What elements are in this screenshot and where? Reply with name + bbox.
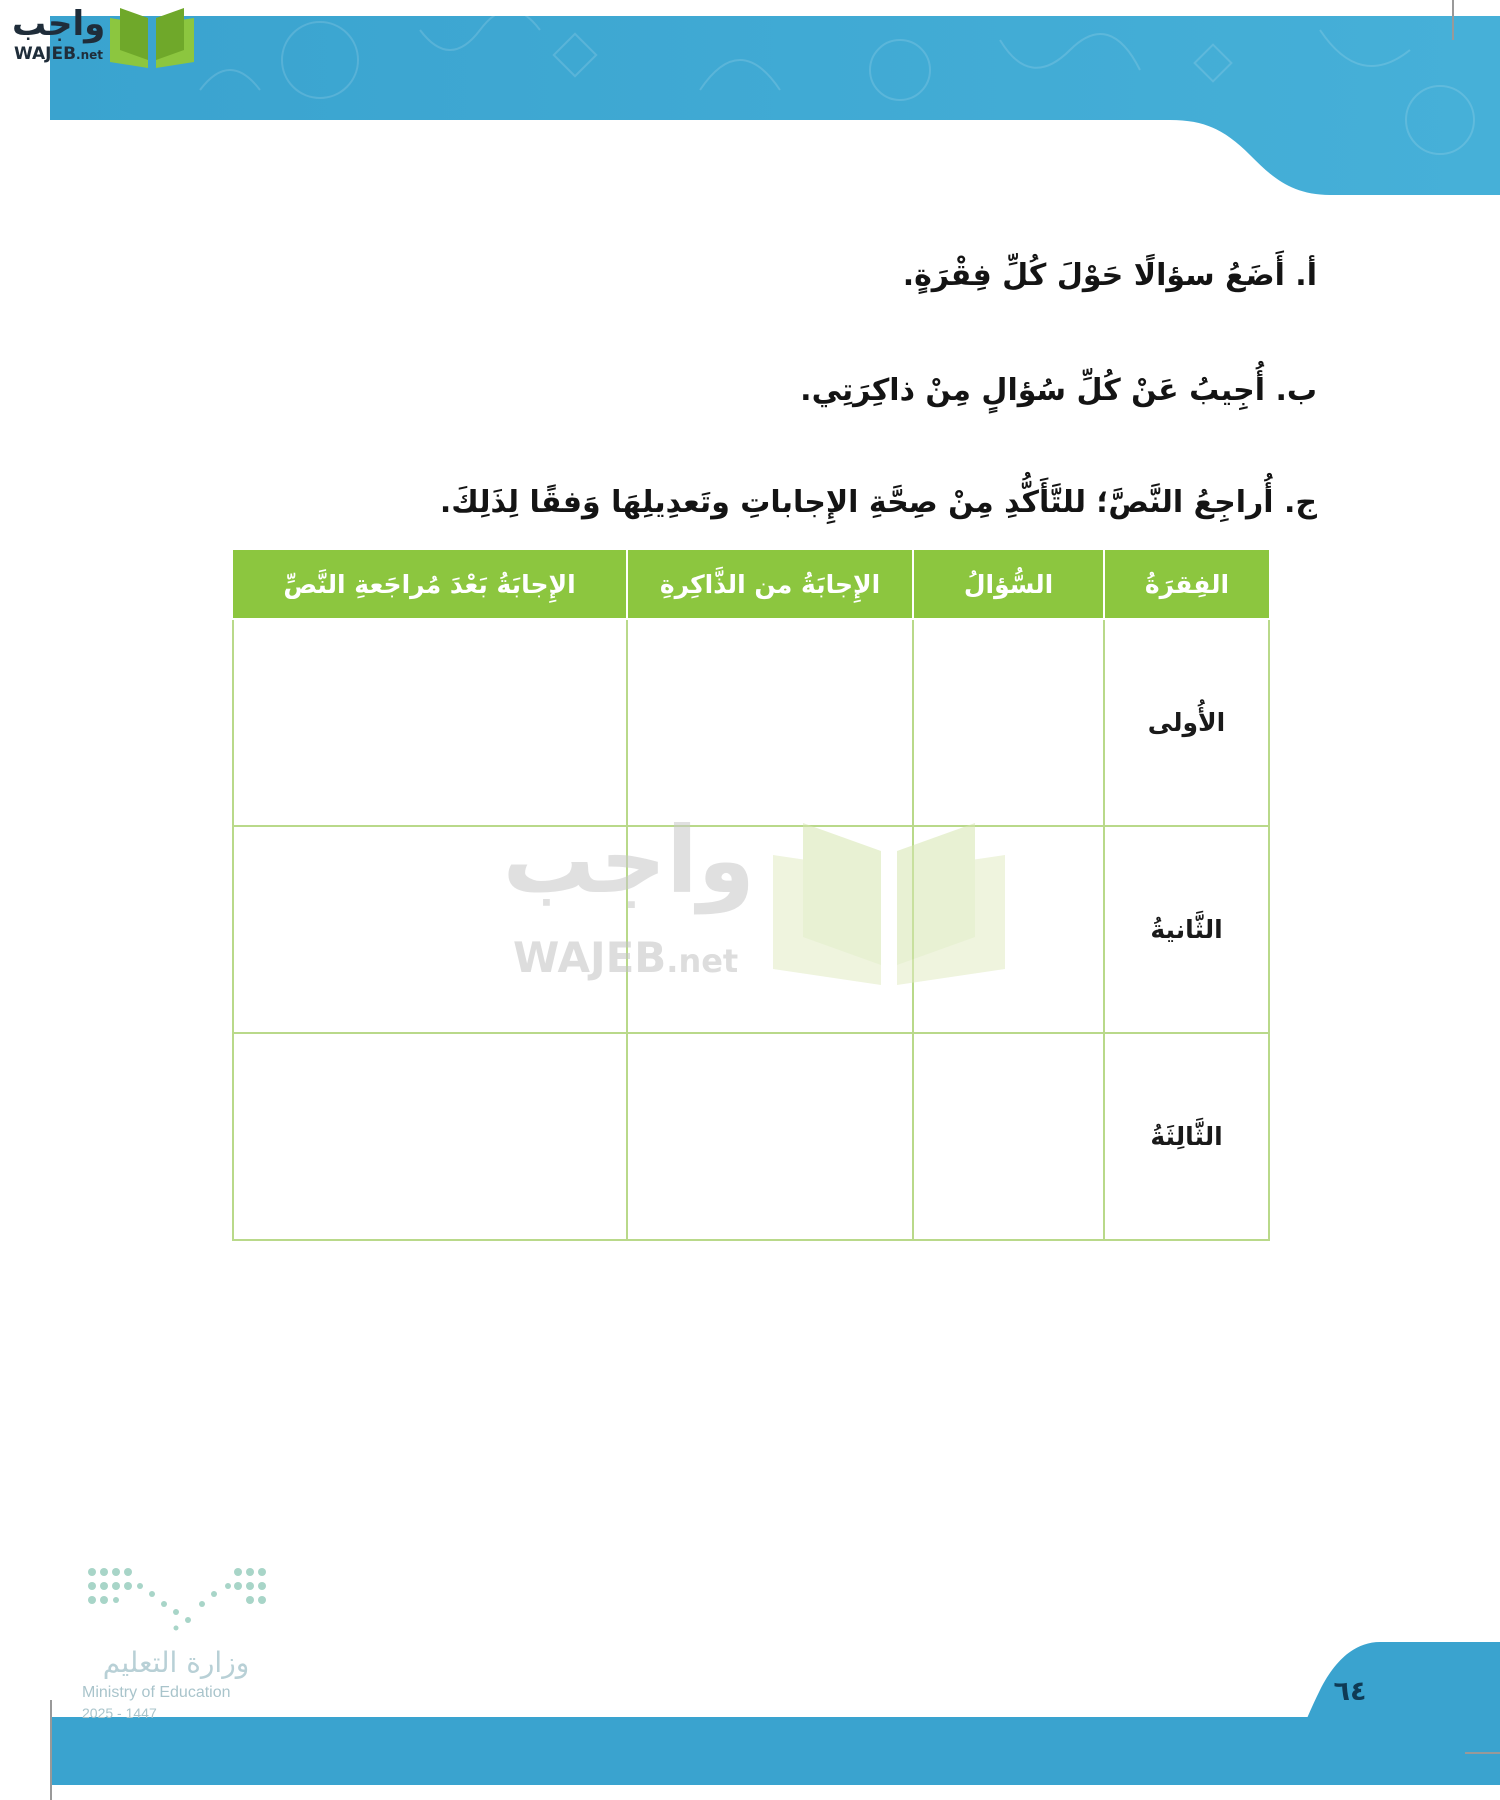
answer-review-cell[interactable] — [233, 1033, 627, 1240]
table-row — [233, 1033, 1269, 1240]
crop-mark-bottom-right — [1465, 1752, 1500, 1754]
header-band — [0, 0, 1500, 200]
ministry-year: 2025 - 1447 — [82, 1705, 157, 1721]
crop-mark-bottom-left — [50, 1700, 52, 1800]
watermark-latin: WAJEB.net — [513, 933, 739, 982]
wajeb-logo — [8, 4, 193, 70]
instruction-c: ج. أُراجِعُ النَّصَّ؛ للتَّأَكُّدِ مِنْ صِحَّةِ الإِجاباتِ وتَعدِيلِهَا وَفقًا لِذَلِكَ. — [439, 485, 1317, 520]
table-row — [233, 619, 1269, 826]
question-cell[interactable] — [913, 619, 1104, 826]
instruction-b: ب. أُجِيبُ عَنْ كُلِّ سُؤالٍ مِنْ ذاكِرَتِي. — [800, 373, 1317, 408]
instruction-a: أ. أَضَعُ سؤالًا حَوْلَ كُلِّ فِقْرَةٍ. — [902, 258, 1317, 293]
header-question: السُّؤالُ — [913, 550, 1104, 619]
watermark-book-icon — [773, 815, 1005, 985]
question-cell[interactable] — [913, 1033, 1104, 1240]
page-number: ٦٤ — [1333, 1676, 1367, 1707]
crop-mark-top-right — [1452, 0, 1454, 40]
ministry-of-education-logo — [80, 1560, 280, 1720]
wajeb-logo-latin: WAJEB.net — [14, 44, 104, 64]
paragraph-cell: الثَّالِثَةُ — [1104, 1033, 1269, 1240]
paragraph-cell: الأُولى — [1104, 619, 1269, 826]
paragraph-cell: الثَّانيةُ — [1104, 826, 1269, 1033]
ministry-name-english: Ministry of Education — [82, 1684, 231, 1701]
header-answer-after-review: الإِجابَةُ بَعْدَ مُراجَعةِ النَّصِّ — [233, 550, 627, 619]
answer-memory-cell[interactable] — [627, 619, 913, 826]
wajeb-watermark — [502, 807, 1005, 990]
answer-review-cell[interactable] — [233, 619, 627, 826]
ministry-dots-icon — [82, 1560, 272, 1640]
table-header-row — [233, 550, 1269, 619]
answer-memory-cell[interactable] — [627, 1033, 913, 1240]
book-icon — [108, 4, 196, 70]
header-paragraph: الفِقرَةُ — [1104, 550, 1269, 619]
header-answer-memory: الإِجابَةُ من الذَّاكِرةِ — [627, 550, 913, 619]
ministry-name-arabic: وزارة التعليم — [102, 1646, 250, 1679]
wajeb-logo-arabic: واجب — [12, 4, 106, 44]
watermark-arabic: واجب — [502, 807, 755, 914]
